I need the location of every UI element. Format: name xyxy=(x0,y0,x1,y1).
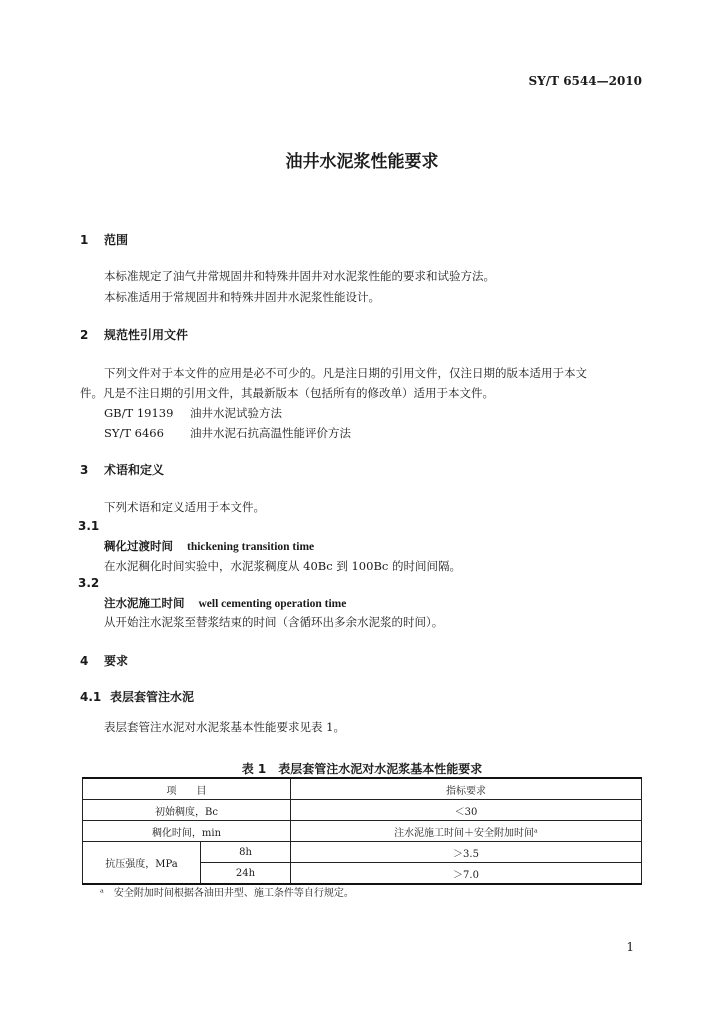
term-3-2-english: well cementing operation time xyxy=(198,598,347,610)
term-3-2-name xyxy=(104,595,346,611)
table-cell-value: ＜30 xyxy=(291,800,642,821)
term-3-2-number: 3.2 xyxy=(78,576,100,590)
table-row xyxy=(83,821,642,842)
table-header-row xyxy=(83,778,642,800)
subsection-4-1-number: 4.1 xyxy=(80,690,102,704)
table-1 xyxy=(82,777,642,885)
subsection-4-1-paragraph: 表层套管注水泥对水泥浆基本性能要求见表 1。 xyxy=(104,720,345,734)
section-1-paragraph-1: 本标准规定了油气井常规固井和特殊井固井对水泥浆性能的要求和试验方法。 xyxy=(104,269,495,283)
subsection-4-1-title: 表层套管注水泥 xyxy=(110,690,195,704)
section-1-number: 1 xyxy=(80,233,89,247)
term-3-1-chinese: 稠化过渡时间 xyxy=(104,539,173,553)
section-2-number: 2 xyxy=(80,328,89,342)
section-4-title: 要求 xyxy=(104,654,129,668)
table-cell-value: ＞7.0 xyxy=(291,863,642,885)
table-cell-subitem: 24h xyxy=(201,863,291,885)
term-3-2-definition: 从开始注水泥浆至替浆结束的时间（含循环出多余水泥浆的时间）。 xyxy=(104,615,444,629)
section-2-heading xyxy=(80,326,188,343)
section-2-title: 规范性引用文件 xyxy=(104,328,189,342)
table-1-footnote: ᵃ 安全附加时间根据各油田井型、施工条件等自行规定。 xyxy=(100,888,354,899)
table-cell-item: 初始稠度，Bc xyxy=(83,800,291,821)
normative-reference xyxy=(104,405,282,421)
section-3-number: 3 xyxy=(80,463,89,477)
table-cell-item: 抗压强度，MPa xyxy=(83,842,201,885)
term-3-1-definition: 在水泥稠化时间实验中，水泥浆稠度从 40Bc 到 100Bc 的时间间隔。 xyxy=(104,559,461,573)
table-cell-subitem: 8h xyxy=(201,842,291,863)
table-header-item: 项 目 xyxy=(83,778,291,800)
term-3-2-chinese: 注水泥施工时间 xyxy=(104,596,185,610)
section-4-heading xyxy=(80,652,128,669)
page-title: 油井水泥浆性能要求 xyxy=(285,152,439,172)
table-cell-item: 稠化时间，min xyxy=(83,821,291,842)
term-3-1-english: thickening transition time xyxy=(187,541,315,553)
section-2-paragraph-line-2: 件。凡是不注日期的引用文件，其最新版本（包括所有的修改单）适用于本文件。 xyxy=(80,386,494,400)
section-3-paragraph-1: 下列术语和定义适用于本文件。 xyxy=(104,500,265,514)
reference-code: GB/T 19139 xyxy=(104,406,174,420)
document-code: SY/T 6544—2010 xyxy=(528,74,642,88)
subsection-4-1-heading xyxy=(80,688,194,705)
table-header-requirement: 指标要求 xyxy=(291,778,642,800)
section-1-heading xyxy=(80,231,128,248)
section-3-title: 术语和定义 xyxy=(104,463,165,477)
table-1-caption: 表 1 表层套管注水泥对水泥浆基本性能要求 xyxy=(241,762,483,776)
section-4-number: 4 xyxy=(80,654,89,668)
reference-title: 油井水泥试验方法 xyxy=(190,406,282,420)
table-cell-value: ＞3.5 xyxy=(291,842,642,863)
page-number: 1 xyxy=(626,940,634,954)
reference-code: SY/T 6466 xyxy=(104,426,164,440)
table-row xyxy=(83,842,642,863)
term-3-1-number: 3.1 xyxy=(78,519,100,533)
table-cell-value: 注水泥施工时间＋安全附加时间ᵃ xyxy=(291,821,642,842)
normative-reference xyxy=(104,425,351,441)
section-1-paragraph-2: 本标准适用于常规固井和特殊井固井水泥浆性能设计。 xyxy=(104,290,380,304)
section-2-paragraph-line-1: 下列文件对于本文件的应用是必不可少的。凡是注日期的引用文件，仅注日期的版本适用于本文 xyxy=(104,366,587,380)
table-row xyxy=(83,800,642,821)
term-3-1-name xyxy=(104,538,314,554)
reference-title: 油井水泥石抗高温性能评价方法 xyxy=(190,426,351,440)
section-3-heading xyxy=(80,461,164,478)
section-1-title: 范围 xyxy=(104,233,129,247)
